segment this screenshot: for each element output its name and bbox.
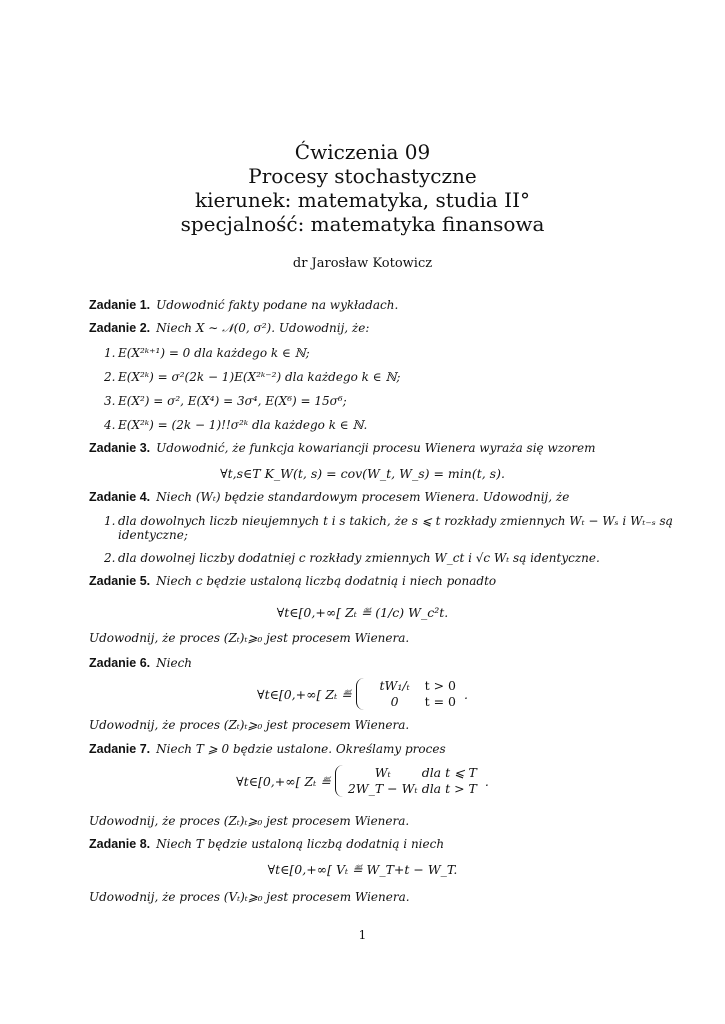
case-expr: 2W_T − Wₜ [347,781,418,796]
exercise-6 [89,656,665,670]
item-text: dla dowolnej liczby dodatniej c rozkłady zmiennych W_ct i √c Wₜ są identyczne. [118,551,600,565]
case-cond: t = 0 [424,694,456,709]
item-number: 4. [104,418,116,432]
exercise-1-label: Zadanie 1. [89,298,151,312]
exercise-7-text: Niech T ⩾ 0 będzie ustalone. Określamy proces [156,742,446,756]
exercise-8-label: Zadanie 8. [89,837,151,851]
case-row-2 [344,781,477,797]
exercise-2-item-3 [104,394,665,408]
cases-brace [356,678,456,710]
exercise-4 [89,490,665,504]
exercise-8-conclusion: Udowodnij, że proces (Vₜ)ₜ⩾₀ jest procesem Wienera. [89,890,410,904]
title-line-2: Procesy stochastyczne [248,164,477,188]
exercise-5-label: Zadanie 5. [89,574,151,588]
exercise-7-label: Zadanie 7. [89,742,151,756]
title-line-1: Ćwiczenia 09 [294,140,431,164]
case-expr: 0 [390,694,399,709]
case-expr: tW₁/ₜ [379,678,410,693]
exercise-2-item-4 [104,418,665,432]
exercise-2 [89,321,665,336]
case-expr: Wₜ [374,765,391,780]
exercise-6-text: Niech [156,656,193,670]
item-number: 1. [104,346,116,360]
item-number: 2. [104,551,116,565]
case-row-1 [365,678,456,694]
item-text: E(X²) = σ², E(X⁴) = 3σ⁴, E(X⁶) = 15σ⁶; [118,394,347,408]
exercise-3 [89,441,665,455]
exercise-4-item-1 [104,514,673,528]
exercise-6-formula [0,678,725,710]
case-cond: dla t ⩽ T [421,765,477,780]
title-line-4: specjalność: matematyka finansowa [180,212,545,236]
exercise-2-label: Zadanie 2. [89,321,151,335]
exercise-1 [89,298,665,312]
exercise-2-text: Niech X ∼ 𝒩(0, σ²). Udowodnij, że: [156,321,370,335]
exercise-6-label: Zadanie 6. [89,656,151,670]
item-text: E(X²ᵏ) = σ²(2k − 1)E(X²ᵏ⁻²) dla każdego k ∈ ℕ; [118,370,401,384]
exercise-3-formula: ∀t,s∈T K_W(t, s) = cov(W_t, W_s) = min(t, s). [220,466,505,481]
formula-suffix: . [484,773,489,789]
formula-prefix: ∀t∈[0,+∞[ Zₜ ≝ [236,773,331,789]
exercise-2-item-2 [104,370,665,384]
exercise-6-conclusion: Udowodnij, że proces (Zₜ)ₜ⩾₀ jest procesem Wienera. [89,718,410,732]
exercise-3-text: Udowodnić, że funkcja kowariancji procesu Wienera wyraża się wzorem [156,441,596,455]
case-cond: dla t > T [421,781,477,796]
formula-prefix: ∀t∈[0,+∞[ Zₜ ≝ [257,686,352,702]
exercise-4-item-2 [104,551,665,565]
exercise-1-text: Udowodnić fakty podane na wykładach. [156,298,399,312]
exercise-5-formula: ∀t∈[0,+∞[ Zₜ ≝ (1/c) W_c²t. [276,605,449,620]
title-line-3: kierunek: matematyka, studia II° [195,188,530,212]
item-number: 2. [104,370,116,384]
case-cond: t > 0 [424,678,456,693]
exercise-5-text: Niech c będzie ustaloną liczbą dodatnią i niech ponadto [156,574,497,588]
exercise-7-conclusion: Udowodnij, że proces (Zₜ)ₜ⩾₀ jest procesem Wienera. [89,814,410,828]
exercise-7-formula [0,765,725,797]
item-text: dla dowolnych liczb nieujemnych t i s takich, że s ⩽ t rozkłady zmiennych Wₜ − Wₛ i Wₜ₋ₛ są [118,514,673,528]
exercise-2-item-1 [104,346,665,360]
exercise-8-text: Niech T będzie ustaloną liczbą dodatnią i niech [156,837,445,851]
exercise-8-formula: ∀t∈[0,+∞[ Vₜ ≝ W_T+t − W_T. [267,862,458,877]
cases-brace [335,765,477,797]
exercise-3-label: Zadanie 3. [89,441,151,455]
formula-suffix: . [463,686,468,702]
exercise-5 [89,574,665,588]
item-number: 3. [104,394,116,408]
exercise-5-conclusion: Udowodnij, że proces (Zₜ)ₜ⩾₀ jest procesem Wienera. [89,631,410,645]
exercise-4-text: Niech (Wₜ) będzie standardowym procesem Wienera. Udowodnij, że [156,490,570,504]
exercise-8 [89,837,665,851]
exercise-4-item-1-continued: identyczne; [118,528,188,542]
item-number: 1. [104,514,116,528]
page-number: 1 [358,928,367,942]
case-row-1 [344,765,477,781]
exercise-7 [89,742,665,756]
case-row-2 [365,694,456,710]
author: dr Jarosław Kotowicz [292,256,433,271]
exercise-4-label: Zadanie 4. [89,490,151,504]
item-text: E(X²ᵏ⁺¹) = 0 dla każdego k ∈ ℕ; [118,346,310,360]
item-text: E(X²ᵏ) = (2k − 1)!!σ²ᵏ dla każdego k ∈ ℕ. [118,418,368,432]
